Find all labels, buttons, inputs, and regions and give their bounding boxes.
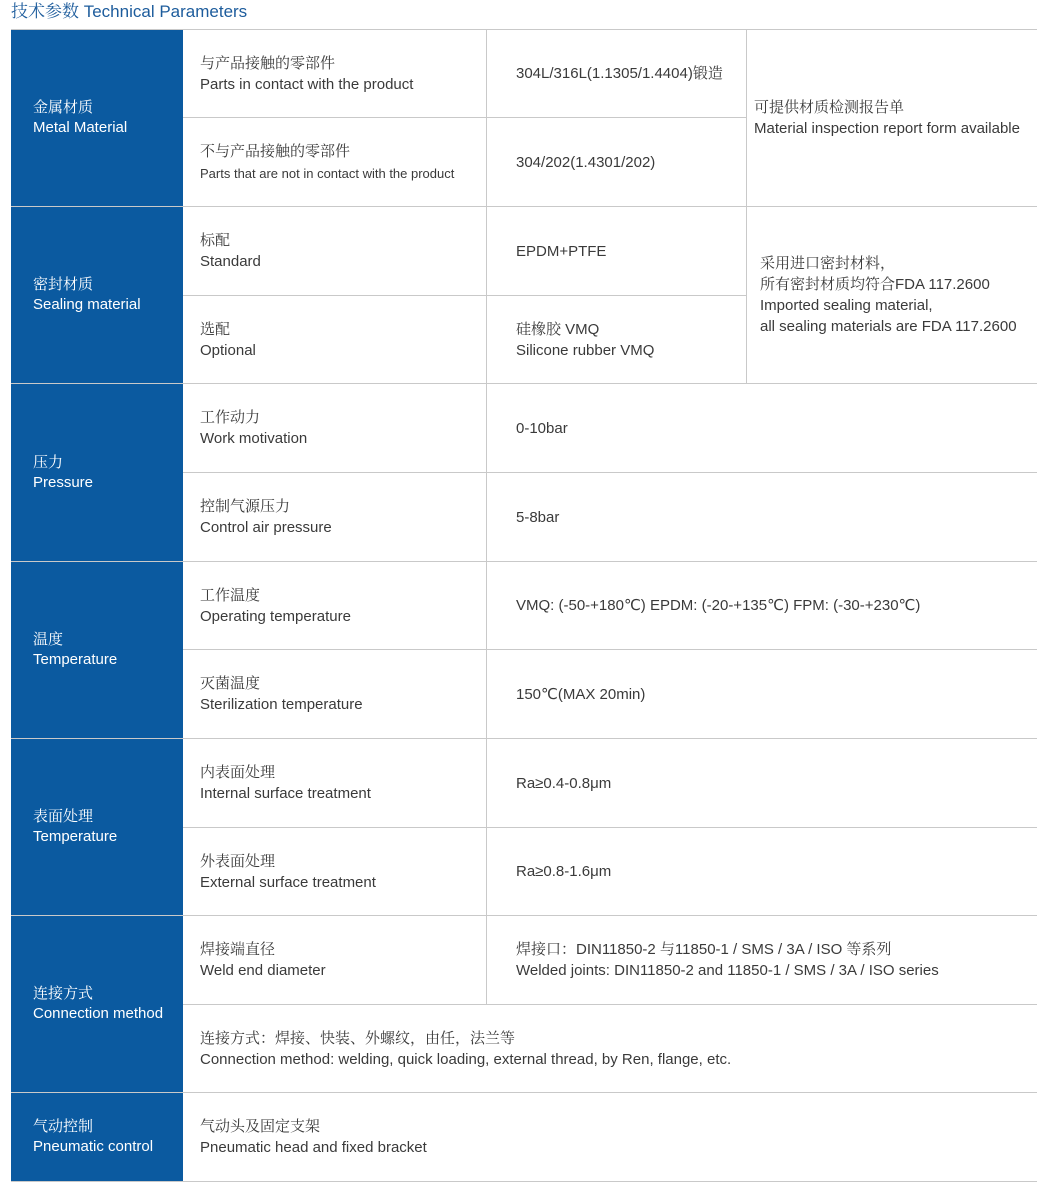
value-text: 304/202(1.4301/202) — [516, 153, 656, 171]
value-text-zh: 焊接口：DIN11850-2 与11850-1 / SMS / 3A / ISO 等系列 — [516, 941, 892, 958]
table-bottom-border — [11, 1181, 1037, 1182]
value-standard — [487, 207, 746, 295]
category-label-zh: 温度 — [33, 631, 64, 648]
param-label-en: Sterilization temperature — [200, 696, 363, 713]
note-metal-material — [747, 30, 1037, 206]
note-line: 采用进口密封材料， — [760, 255, 896, 272]
param-label-en: Work motivation — [200, 430, 308, 447]
value-text: 304L/316L(1.1305/1.4404)锻造 — [516, 65, 723, 82]
param-pneumatic-head — [183, 1093, 1037, 1181]
param-label-zh: 选配 — [200, 320, 231, 338]
category-label-en: Temperature — [33, 651, 118, 668]
category-label-zh: 金属材质 — [33, 99, 94, 116]
value-work-motivation — [487, 384, 1037, 472]
param-label-en: Parts that are not in contact with the product — [200, 165, 455, 181]
category-label-zh: 连接方式 — [33, 985, 94, 1002]
param-sterilization-temperature — [183, 650, 486, 738]
param-label-zh: 标配 — [200, 232, 231, 249]
value-parts-not-in-contact — [487, 118, 746, 206]
param-label-zh: 内表面处理 — [200, 764, 276, 781]
category-label-zh: 压力 — [33, 453, 64, 471]
category-temperature — [11, 562, 183, 738]
param-label-zh: 工作温度 — [200, 586, 261, 604]
category-metal-material — [11, 30, 183, 206]
value-text: Ra≥0.4-0.8μm — [516, 774, 612, 792]
category-label-en: Temperature — [33, 828, 118, 845]
category-sealing-material — [11, 207, 183, 383]
param-label-zh: 与产品接触的零部件 — [200, 54, 336, 72]
value-sterilization-temperature — [487, 650, 1037, 738]
page-title: 技术参数 Technical Parameters — [11, 2, 248, 21]
param-parts-not-in-contact — [183, 118, 486, 206]
value-control-air-pressure — [487, 473, 1037, 561]
value-text: 150℃(MAX 20min) — [516, 685, 646, 703]
category-label-en: Metal Material — [33, 119, 128, 136]
param-label-en: Standard — [200, 253, 261, 270]
note-line: 所有密封材质均符合FDA 117.2600 — [760, 276, 990, 293]
category-label-en: Connection method — [33, 1005, 164, 1022]
category-label-en: Pressure — [33, 473, 94, 491]
param-label-zh: 焊接端直径 — [200, 941, 276, 958]
param-label-en: External surface treatment — [200, 873, 376, 891]
param-label-en: Weld end diameter — [200, 962, 326, 979]
param-label-zh: 工作动力 — [200, 409, 261, 426]
category-label-en: Pneumatic control — [33, 1138, 154, 1155]
category-label-en: Sealing material — [33, 296, 141, 313]
note-text-zh: 可提供材质检测报告单 — [754, 99, 905, 116]
value-text: Ra≥0.8-1.6μm — [516, 863, 612, 880]
value-optional — [487, 296, 746, 383]
value-weld-end-diameter — [487, 916, 1037, 1004]
value-text-zh: 硅橡胶 VMQ — [516, 320, 600, 338]
param-label-zh: 灭菌温度 — [200, 675, 261, 692]
param-label-en: Internal surface treatment — [200, 785, 371, 802]
param-internal-surface — [183, 739, 486, 827]
param-weld-end-diameter — [183, 916, 486, 1004]
value-parts-in-contact — [487, 30, 746, 117]
value-text: VMQ: (-50-+180℃) EPDM: (-20-+135℃) FPM: (-30-+230℃) — [516, 597, 921, 614]
value-text: EPDM+PTFE — [516, 243, 607, 260]
param-label-zh: 外表面处理 — [200, 852, 276, 870]
note-sealing-material — [747, 207, 1037, 383]
value-internal-surface — [487, 739, 1037, 827]
note-line: Imported sealing material, — [760, 297, 933, 314]
value-text: 0-10bar — [516, 419, 568, 437]
param-label-en: Pneumatic head and fixed bracket — [200, 1139, 427, 1156]
param-operating-temperature — [183, 562, 486, 649]
param-connection-method — [183, 1005, 1037, 1092]
param-label-zh: 气动头及固定支架 — [200, 1118, 321, 1135]
param-label-en: Connection method: welding, quick loading, external thread, by Ren, flange, etc. — [200, 1050, 732, 1068]
param-work-motivation — [183, 384, 486, 472]
param-label-zh: 连接方式：焊接、快装、外螺纹，由任，法兰等 — [200, 1029, 516, 1047]
note-line: all sealing materials are FDA 117.2600 — [760, 318, 1017, 335]
param-parts-in-contact — [183, 30, 486, 117]
param-external-surface — [183, 828, 486, 915]
value-text: 5-8bar — [516, 508, 560, 526]
param-label-en: Control air pressure — [200, 519, 332, 536]
category-label-zh: 密封材质 — [33, 276, 94, 293]
param-control-air-pressure — [183, 473, 486, 561]
value-operating-temperature — [487, 562, 1037, 649]
param-label-zh: 控制气源压力 — [200, 498, 291, 515]
param-standard — [183, 207, 486, 295]
param-label-zh: 不与产品接触的零部件 — [200, 142, 351, 160]
note-text-en: Material inspection report form available — [754, 120, 1020, 137]
category-surface-treatment — [11, 739, 183, 915]
category-connection-method — [11, 916, 183, 1092]
param-label-en: Optional — [200, 341, 256, 359]
category-pressure — [11, 384, 183, 561]
value-text-en: Silicone rubber VMQ — [516, 341, 655, 359]
param-optional — [183, 296, 486, 383]
category-pneumatic-control — [11, 1093, 183, 1181]
value-external-surface — [487, 828, 1037, 915]
category-label-zh: 表面处理 — [33, 808, 94, 825]
category-label-zh: 气动控制 — [33, 1118, 94, 1135]
param-label-en: Operating temperature — [200, 607, 351, 625]
value-text-en: Welded joints: DIN11850-2 and 11850-1 / SMS / 3A / ISO series — [516, 962, 939, 979]
param-label-en: Parts in contact with the product — [200, 75, 414, 93]
